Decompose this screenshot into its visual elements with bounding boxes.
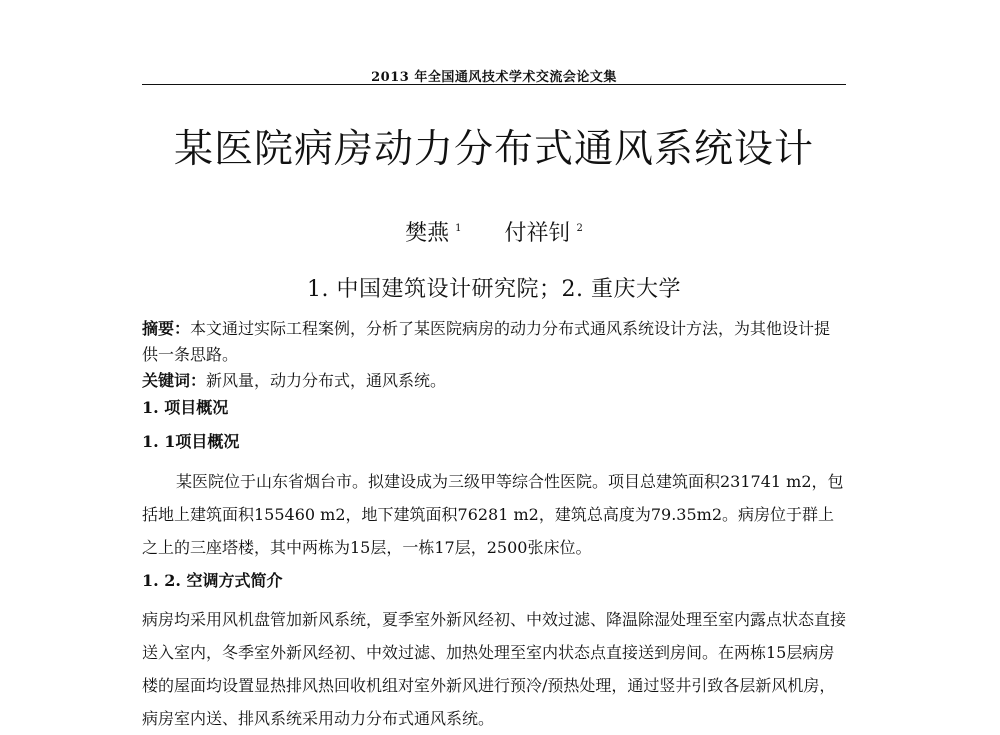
author-name: 樊燕	[405, 221, 450, 246]
affiliations: 1. 中国建筑设计研究院；2. 重庆大学	[307, 277, 681, 302]
keywords-label: 关键词：	[142, 371, 207, 390]
section-heading-1-2: 1. 2. 空调方式简介	[142, 571, 283, 590]
author-affiliation-mark: 2	[576, 223, 583, 234]
abstract-text: 本文通过实际工程案例，分析了某医院病房的动力分布式通风系统设计方法，为其他设计提供一条思路。	[142, 319, 831, 364]
author-1	[405, 216, 461, 247]
section-heading-1-1: 1. 1项目概况	[142, 432, 240, 451]
paragraph-project-overview: 某医院位于山东省烟台市。拟建设成为三级甲等综合性医院。项目总建筑面积231741 m2，包括地上建筑面积155460 m2，地下建筑面积76281 m2，建筑总高度为79.35m2。病房位于群上之上的三座塔楼，其中两栋为15层，一栋17层，2500张床位。	[142, 472, 844, 557]
author-list	[142, 216, 846, 247]
author-affiliation-mark: 1	[455, 223, 462, 234]
paper-title: 某医院病房动力分布式通风系统设计	[173, 127, 814, 172]
paragraph-air-conditioning: 病房均采用风机盘管加新风系统，夏季室外新风经初、中效过滤、降温除湿处理至室内露点状态直接送入室内，冬季室外新风经初、中效过滤、加热处理至室内状态点直接送到房间。在两栋15层病房楼的屋面均设置显热排风热回收机组对室外新风进行预冷/预热处理，通过竖井引致各层新风机房，病房室内送、排风系统采用动力分布式通风系统。	[142, 610, 847, 728]
keywords	[142, 368, 846, 394]
running-header: 2013 年全国通风技术学术交流会论文集	[371, 70, 617, 85]
header-rule	[142, 84, 846, 85]
author-2	[505, 216, 583, 247]
section-heading-1: 1. 项目概况	[142, 398, 229, 417]
author-name: 付祥钊	[504, 221, 571, 246]
abstract	[142, 316, 846, 368]
keywords-text: 新风量，动力分布式，通风系统。	[206, 371, 447, 390]
abstract-label: 摘要：	[142, 319, 191, 338]
